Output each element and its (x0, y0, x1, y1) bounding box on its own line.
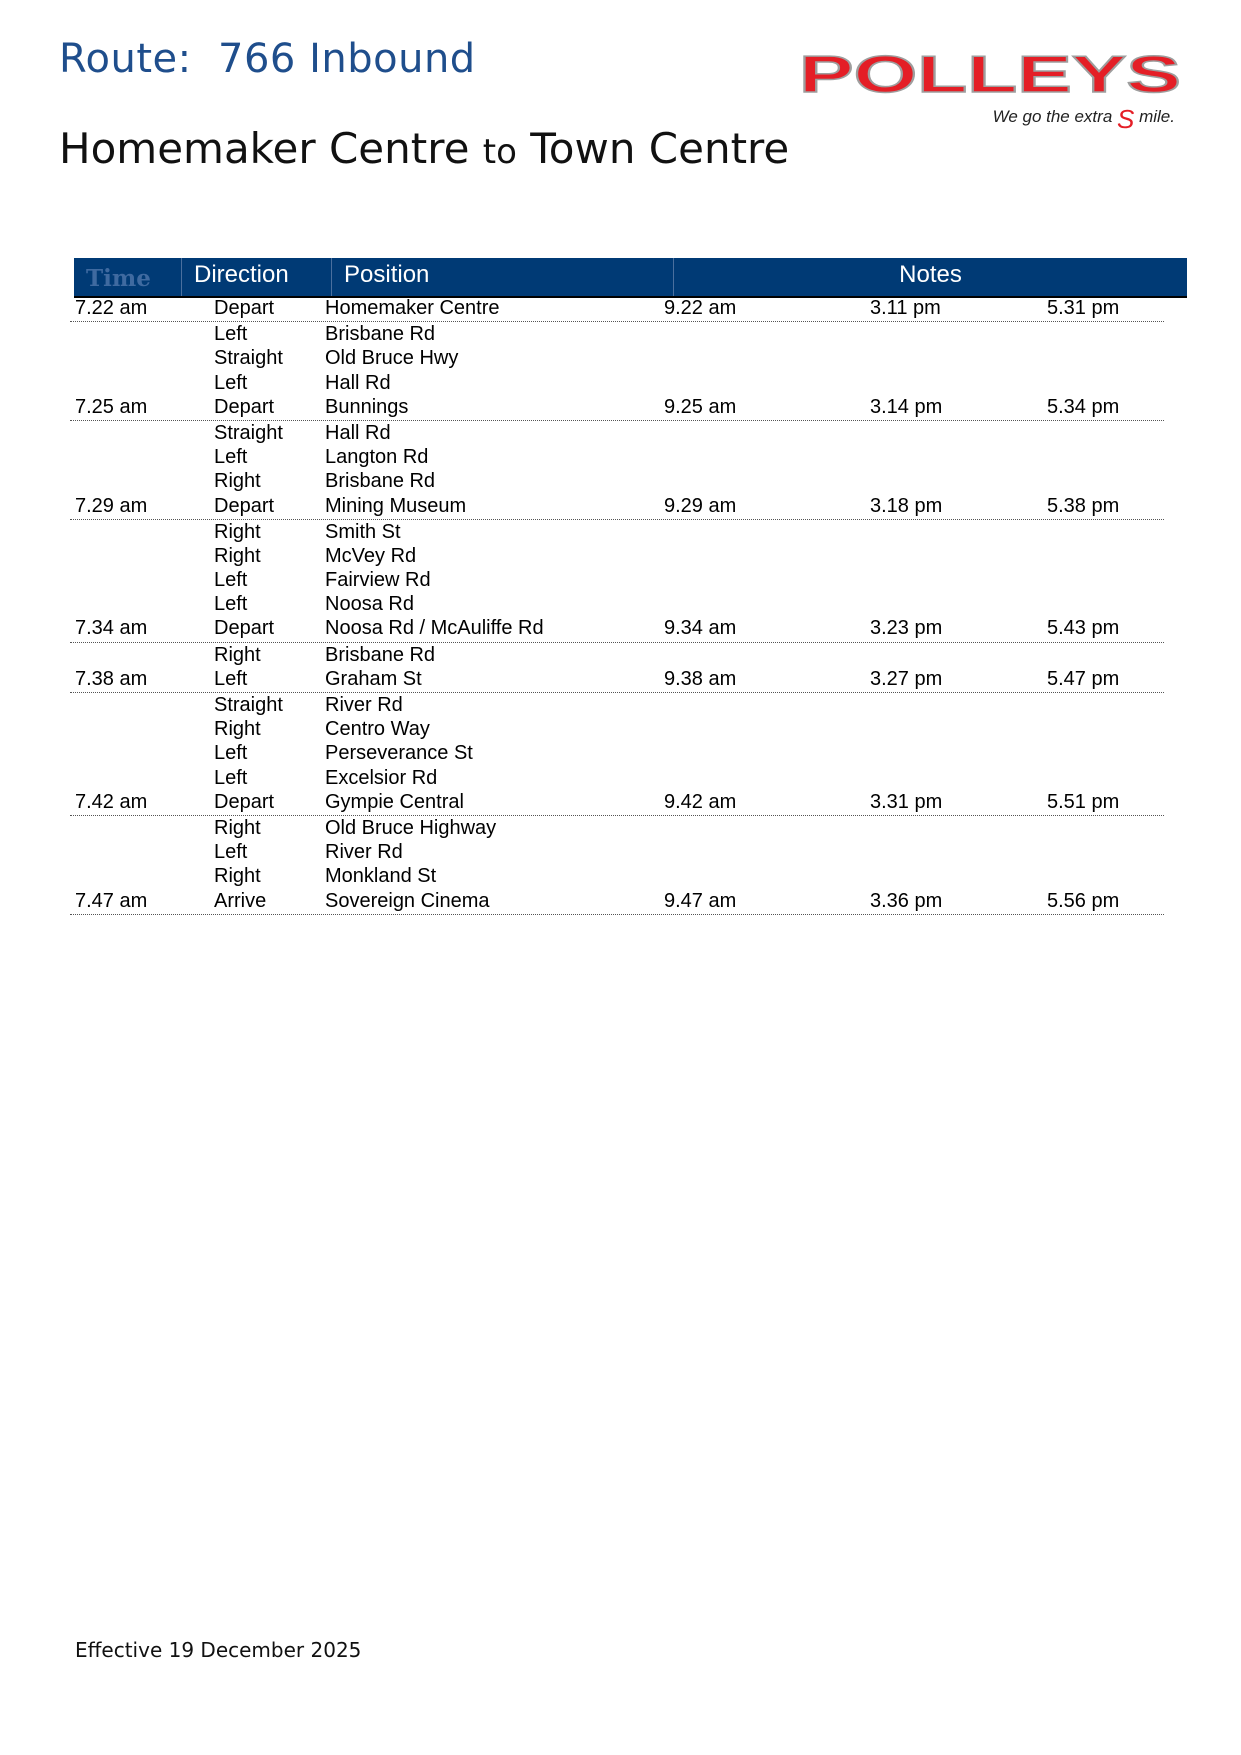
row-direction: Straight (214, 694, 283, 716)
subtitle-joiner: to (482, 132, 517, 172)
row-trip-4-time: 5.38 pm (1047, 494, 1120, 517)
row-trip-2-time: 9.22 am (664, 297, 737, 319)
table-row (70, 520, 1164, 544)
polleys-logo (795, 44, 1185, 134)
row-time: 7.25 am (75, 395, 148, 418)
row-position: McVey Rd (325, 544, 417, 567)
row-trip-4-time: 5.47 pm (1047, 667, 1120, 690)
table-row (70, 544, 1164, 568)
row-position: Excelsior Rd (325, 766, 438, 789)
stop-group (70, 643, 1164, 693)
row-trip-3-time: 3.27 pm (870, 667, 943, 690)
table-row (70, 346, 1164, 370)
stop-group (70, 693, 1164, 816)
row-position: Brisbane Rd (325, 323, 436, 346)
row-time: 7.34 am (75, 617, 148, 640)
row-position: Old Bruce Highway (325, 816, 497, 839)
stop-group (70, 421, 1164, 520)
row-direction: Arrive (214, 889, 267, 912)
row-direction: Left (214, 569, 248, 592)
table-row (70, 568, 1164, 592)
row-position: Graham St (325, 667, 422, 690)
row-position: Noosa Rd (325, 593, 414, 616)
row-direction: Left (214, 593, 248, 616)
table-row (70, 693, 1164, 717)
row-trip-2-time: 9.38 am (664, 667, 737, 690)
table-row (70, 322, 1164, 346)
row-direction: Left (214, 371, 248, 394)
row-direction: Right (214, 470, 261, 493)
row-position: Brisbane Rd (325, 643, 436, 666)
header-notes: Notes (899, 261, 962, 288)
row-position: Smith St (325, 520, 401, 543)
row-direction: Left (214, 742, 248, 765)
row-position: Noosa Rd / McAuliffe Rd (325, 617, 544, 640)
logo-tagline: We go the extra S mile. (992, 104, 1175, 134)
row-position: Monkland St (325, 865, 437, 888)
row-position: Perseverance St (325, 742, 473, 765)
row-direction: Left (214, 841, 248, 864)
row-direction: Depart (214, 395, 275, 418)
row-position: Langton Rd (325, 446, 429, 469)
row-trip-3-time: 3.11 pm (870, 297, 941, 319)
row-trip-2-time: 9.34 am (664, 617, 737, 640)
row-time: 7.29 am (75, 494, 148, 517)
table-row (70, 741, 1164, 765)
row-direction: Right (214, 520, 261, 543)
table-row (70, 766, 1164, 790)
timetable-header (74, 258, 1187, 298)
row-direction: Straight (214, 347, 283, 370)
page-subtitle (59, 124, 789, 173)
stop-group (70, 520, 1164, 643)
row-direction: Straight (214, 421, 283, 444)
row-direction: Depart (214, 790, 275, 813)
stop-group (70, 296, 1164, 322)
row-position: Brisbane Rd (325, 470, 436, 493)
row-position: Fairview Rd (325, 569, 431, 592)
row-position: Bunnings (325, 395, 409, 418)
row-trip-2-time: 9.42 am (664, 790, 737, 813)
table-row (70, 667, 1164, 691)
stop-group (70, 816, 1164, 915)
row-trip-4-time: 5.51 pm (1047, 790, 1120, 813)
table-row (70, 790, 1164, 814)
effective-date: Effective 19 December 2025 (75, 1638, 362, 1662)
table-row (70, 840, 1164, 864)
row-direction: Left (214, 323, 248, 346)
row-trip-3-time: 3.31 pm (870, 790, 943, 813)
row-direction: Right (214, 643, 261, 666)
row-trip-3-time: 3.36 pm (870, 889, 943, 912)
row-trip-3-time: 3.23 pm (870, 617, 943, 640)
origin-label: Homemaker Centre (59, 124, 470, 173)
table-row (70, 889, 1164, 913)
row-trip-2-time: 9.29 am (664, 494, 737, 517)
stop-group (70, 322, 1164, 421)
row-trip-3-time: 3.18 pm (870, 494, 943, 517)
row-position: Hall Rd (325, 371, 391, 394)
header-direction: Direction (182, 258, 332, 296)
row-position: River Rd (325, 841, 403, 864)
table-row (70, 643, 1164, 667)
row-trip-4-time: 5.34 pm (1047, 395, 1120, 418)
row-direction: Depart (214, 617, 275, 640)
row-direction: Left (214, 446, 248, 469)
row-direction: Left (214, 766, 248, 789)
header-position: Position (332, 258, 674, 296)
table-row (70, 592, 1164, 616)
table-row (70, 469, 1164, 493)
row-trip-2-time: 9.25 am (664, 395, 737, 418)
row-direction: Depart (214, 494, 275, 517)
row-direction: Right (214, 865, 261, 888)
row-trip-4-time: 5.56 pm (1047, 889, 1120, 912)
row-trip-4-time: 5.31 pm (1047, 297, 1120, 319)
table-row (70, 864, 1164, 888)
table-row (70, 816, 1164, 840)
row-time: 7.38 am (75, 667, 148, 690)
row-direction: Right (214, 816, 261, 839)
row-position: River Rd (325, 694, 403, 716)
table-row (70, 494, 1164, 518)
destination-label: Town Centre (530, 124, 790, 173)
row-position: Centro Way (325, 718, 430, 741)
table-row (70, 717, 1164, 741)
table-row (70, 445, 1164, 469)
row-direction: Depart (214, 297, 275, 319)
row-time: 7.42 am (75, 790, 148, 813)
row-direction: Right (214, 544, 261, 567)
row-position: Sovereign Cinema (325, 889, 490, 912)
table-row (70, 395, 1164, 419)
row-position: Homemaker Centre (325, 297, 500, 319)
table-row (70, 296, 1164, 320)
row-position: Hall Rd (325, 421, 391, 444)
row-position: Mining Museum (325, 494, 467, 517)
table-row (70, 371, 1164, 395)
row-position: Gympie Central (325, 790, 464, 813)
table-row (70, 421, 1164, 445)
row-direction: Right (214, 718, 261, 741)
route-title: Route: 766 Inbound (59, 36, 476, 82)
row-time: 7.47 am (75, 889, 148, 912)
row-time: 7.22 am (75, 297, 148, 319)
header-time: Time (74, 258, 182, 296)
row-trip-3-time: 3.14 pm (870, 395, 943, 418)
logo-wordmark: POLLEYS (799, 46, 1181, 104)
table-row (70, 616, 1164, 640)
row-trip-2-time: 9.47 am (664, 889, 737, 912)
row-direction: Left (214, 667, 248, 690)
row-position: Old Bruce Hwy (325, 347, 459, 370)
timetable-body (70, 296, 1164, 915)
row-trip-4-time: 5.43 pm (1047, 617, 1120, 640)
